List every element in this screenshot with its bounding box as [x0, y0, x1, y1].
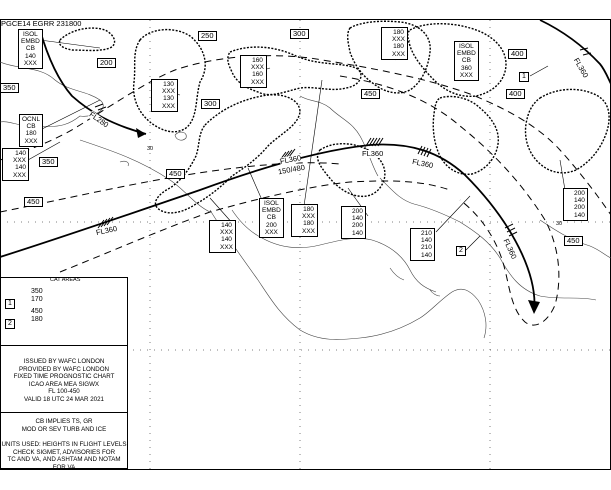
chart-id: PGCE14 EGRR 231800: [1, 19, 82, 28]
cb-box: ISOL EMBD CB 200 XXX: [259, 198, 284, 238]
jet-label: FL360: [571, 56, 591, 80]
grid-label: 30: [556, 221, 563, 227]
grid-label: 30: [147, 146, 154, 152]
turb-box: 140 XXX 140 XXX: [209, 220, 236, 253]
cat-area-number: 1: [519, 72, 529, 82]
cat-area-number: 2: [456, 246, 466, 256]
legend-notes: CB IMPLIES TS, GR MOD OR SEV TURB AND ICE UNITS USED: HEIGHTS IN FLIGHT LEVELS CHECK SIGMET, ADVISORIES FOR TC AND VA, AND ASHTAM AND NOTAM FOR VA: [1, 412, 127, 472]
tropopause-level: 300: [290, 29, 309, 39]
turb-box: 180 XXX 180 XXX: [291, 204, 318, 237]
tropopause-level: 450: [564, 236, 583, 246]
jet-label: FL360: [279, 153, 302, 166]
legend-cat-top: 450: [30, 308, 43, 315]
turb-box: 210 140 210 140: [410, 228, 435, 261]
legend-cat-number: 2: [5, 319, 15, 329]
tropopause-level: 300: [201, 99, 220, 109]
tropopause-level: 200: [97, 58, 116, 68]
legend-cat-bottom: 170: [30, 296, 43, 303]
turb-box: 130 XXX 130 XXX: [151, 79, 178, 112]
turb-box: 200 140 200 140: [563, 188, 588, 221]
legend-cat-title: CAT AREAS: [50, 277, 81, 283]
tropopause-level: 350: [0, 83, 19, 93]
turb-box: 140 XXX 140 XXX: [2, 148, 29, 181]
legend-issued: ISSUED BY WAFC LONDON PROVIDED BY WAFC LONDON FIXED TIME PROGNOSTIC CHART ICAO AREA MEA SIGWX FL 100-450 VALID 18 UTC 24 MAR 2021: [1, 345, 127, 404]
tropopause-level: 400: [508, 49, 527, 59]
legend-cat-item: [5, 308, 43, 325]
legend-cat-item: [5, 288, 43, 305]
tropopause-level: 350: [39, 157, 58, 167]
jet-label: FL360: [95, 223, 118, 238]
legend-panel: [0, 277, 128, 469]
jet-label: 150/480: [277, 162, 306, 177]
cb-box: ISOL EMBD CB 360 XXX: [454, 41, 479, 81]
tropopause-level: 450: [361, 89, 380, 99]
cb-box: OCNL CB 180 XXX: [19, 114, 43, 147]
tropopause-level: 450: [166, 169, 185, 179]
jet-label: FL360: [411, 156, 435, 171]
turb-box: 180 XXX 180 XXX: [381, 27, 408, 60]
cb-box: ISOL EMBD CB 140 XXX: [18, 29, 43, 69]
turb-box: 160 XXX 160 XXX: [240, 55, 267, 88]
tropopause-level: 450: [24, 197, 43, 207]
jet-streams: [0, 20, 611, 312]
jet-label: FL360: [362, 149, 384, 158]
turb-box: 200 140 200 140: [341, 206, 366, 239]
legend-cat-number: 1: [5, 299, 15, 309]
jet-label: FL280: [87, 109, 111, 130]
legend-cat-bottom: 180: [30, 316, 43, 323]
legend-cat-top: 350: [30, 288, 43, 295]
jet-label: FL360: [501, 237, 519, 261]
tropopause-level: 400: [506, 89, 525, 99]
tropopause-level: 250: [198, 31, 217, 41]
